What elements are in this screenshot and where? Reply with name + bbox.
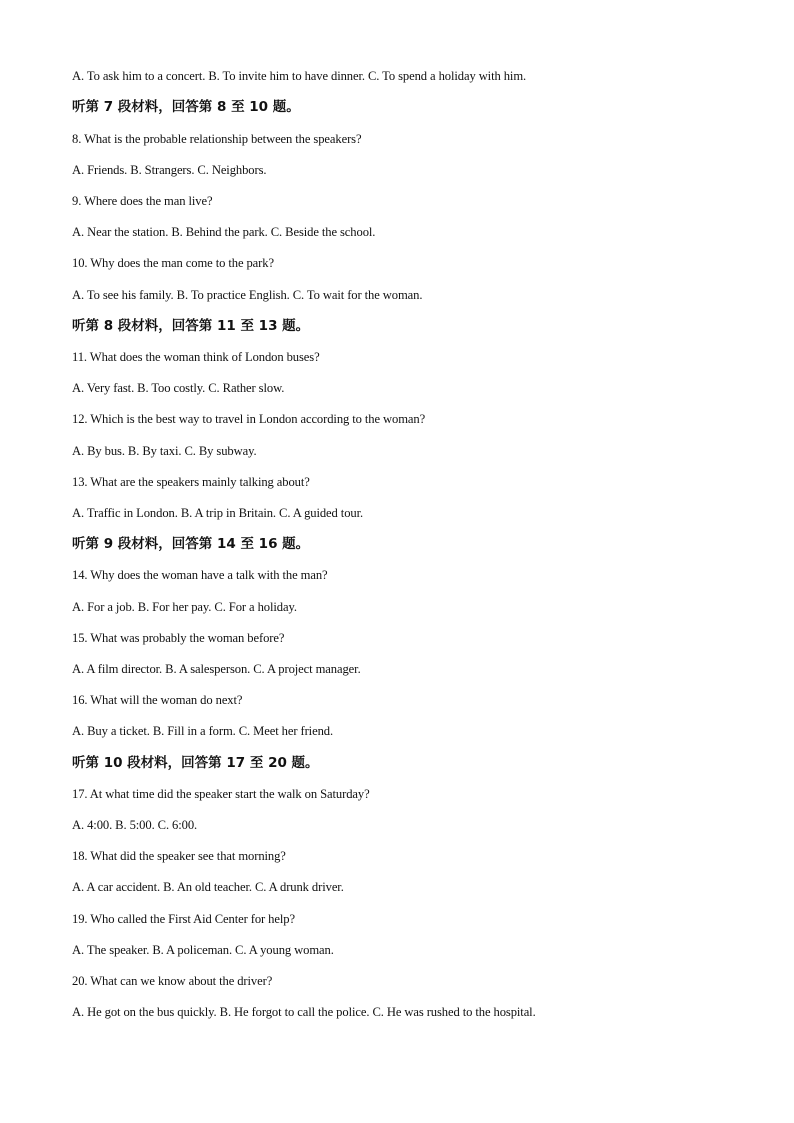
answer-options-q12: A. By bus. B. By taxi. C. By subway. bbox=[72, 444, 257, 458]
section-heading-8: 听第 8 段材料，回答第 11 至 13 题。 bbox=[72, 318, 310, 334]
question-18: 18. What did the speaker see that morning? bbox=[72, 849, 286, 863]
answer-options-q19: A. The speaker. B. A policeman. C. A young woman. bbox=[72, 943, 334, 957]
section-heading-7: 听第 7 段材料，回答第 8 至 10 题。 bbox=[72, 99, 300, 115]
question-17: 17. At what time did the speaker start the walk on Saturday? bbox=[72, 787, 370, 801]
answer-options-q14: A. For a job. B. For her pay. C. For a holiday. bbox=[72, 600, 297, 614]
answer-options-q8: A. Friends. B. Strangers. C. Neighbors. bbox=[72, 163, 267, 177]
question-20: 20. What can we know about the driver? bbox=[72, 974, 273, 988]
answer-options-q9: A. Near the station. B. Behind the park. C. Beside the school. bbox=[72, 225, 376, 239]
question-12: 12. Which is the best way to travel in London according to the woman? bbox=[72, 412, 426, 426]
question-8: 8. What is the probable relationship between the speakers? bbox=[72, 132, 362, 146]
question-14: 14. Why does the woman have a talk with the man? bbox=[72, 568, 328, 582]
section-heading-10: 听第 10 段材料，回答第 17 至 20 题。 bbox=[72, 755, 319, 771]
question-13: 13. What are the speakers mainly talking about? bbox=[72, 475, 310, 489]
question-19: 19. Who called the First Aid Center for help? bbox=[72, 912, 295, 926]
question-15: 15. What was probably the woman before? bbox=[72, 631, 285, 645]
answer-options-q15: A. A film director. B. A salesperson. C. A project manager. bbox=[72, 662, 361, 676]
answer-options-q17: A. 4:00. B. 5:00. C. 6:00. bbox=[72, 818, 198, 832]
section-heading-9: 听第 9 段材料，回答第 14 至 16 题。 bbox=[72, 536, 310, 552]
answer-options-q11: A. Very fast. B. Too costly. C. Rather slow. bbox=[72, 381, 285, 395]
answer-options-q13: A. Traffic in London. B. A trip in Britain. C. A guided tour. bbox=[72, 506, 364, 520]
answer-options-q18: A. A car accident. B. An old teacher. C. A drunk driver. bbox=[72, 880, 344, 894]
answer-options-q20: A. He got on the bus quickly. B. He forgot to call the police. C. He was rushed to the hospital. bbox=[72, 1005, 536, 1019]
answer-options-q10: A. To see his family. B. To practice English. C. To wait for the woman. bbox=[72, 288, 423, 302]
answer-options-q16: A. Buy a ticket. B. Fill in a form. C. Meet her friend. bbox=[72, 724, 334, 738]
question-11: 11. What does the woman think of London buses? bbox=[72, 350, 320, 364]
question-16: 16. What will the woman do next? bbox=[72, 693, 243, 707]
question-9: 9. Where does the man live? bbox=[72, 194, 213, 208]
answer-options-q7: A. To ask him to a concert. B. To invite him to have dinner. C. To spend a holiday with him. bbox=[72, 69, 527, 83]
question-10: 10. Why does the man come to the park? bbox=[72, 256, 274, 270]
